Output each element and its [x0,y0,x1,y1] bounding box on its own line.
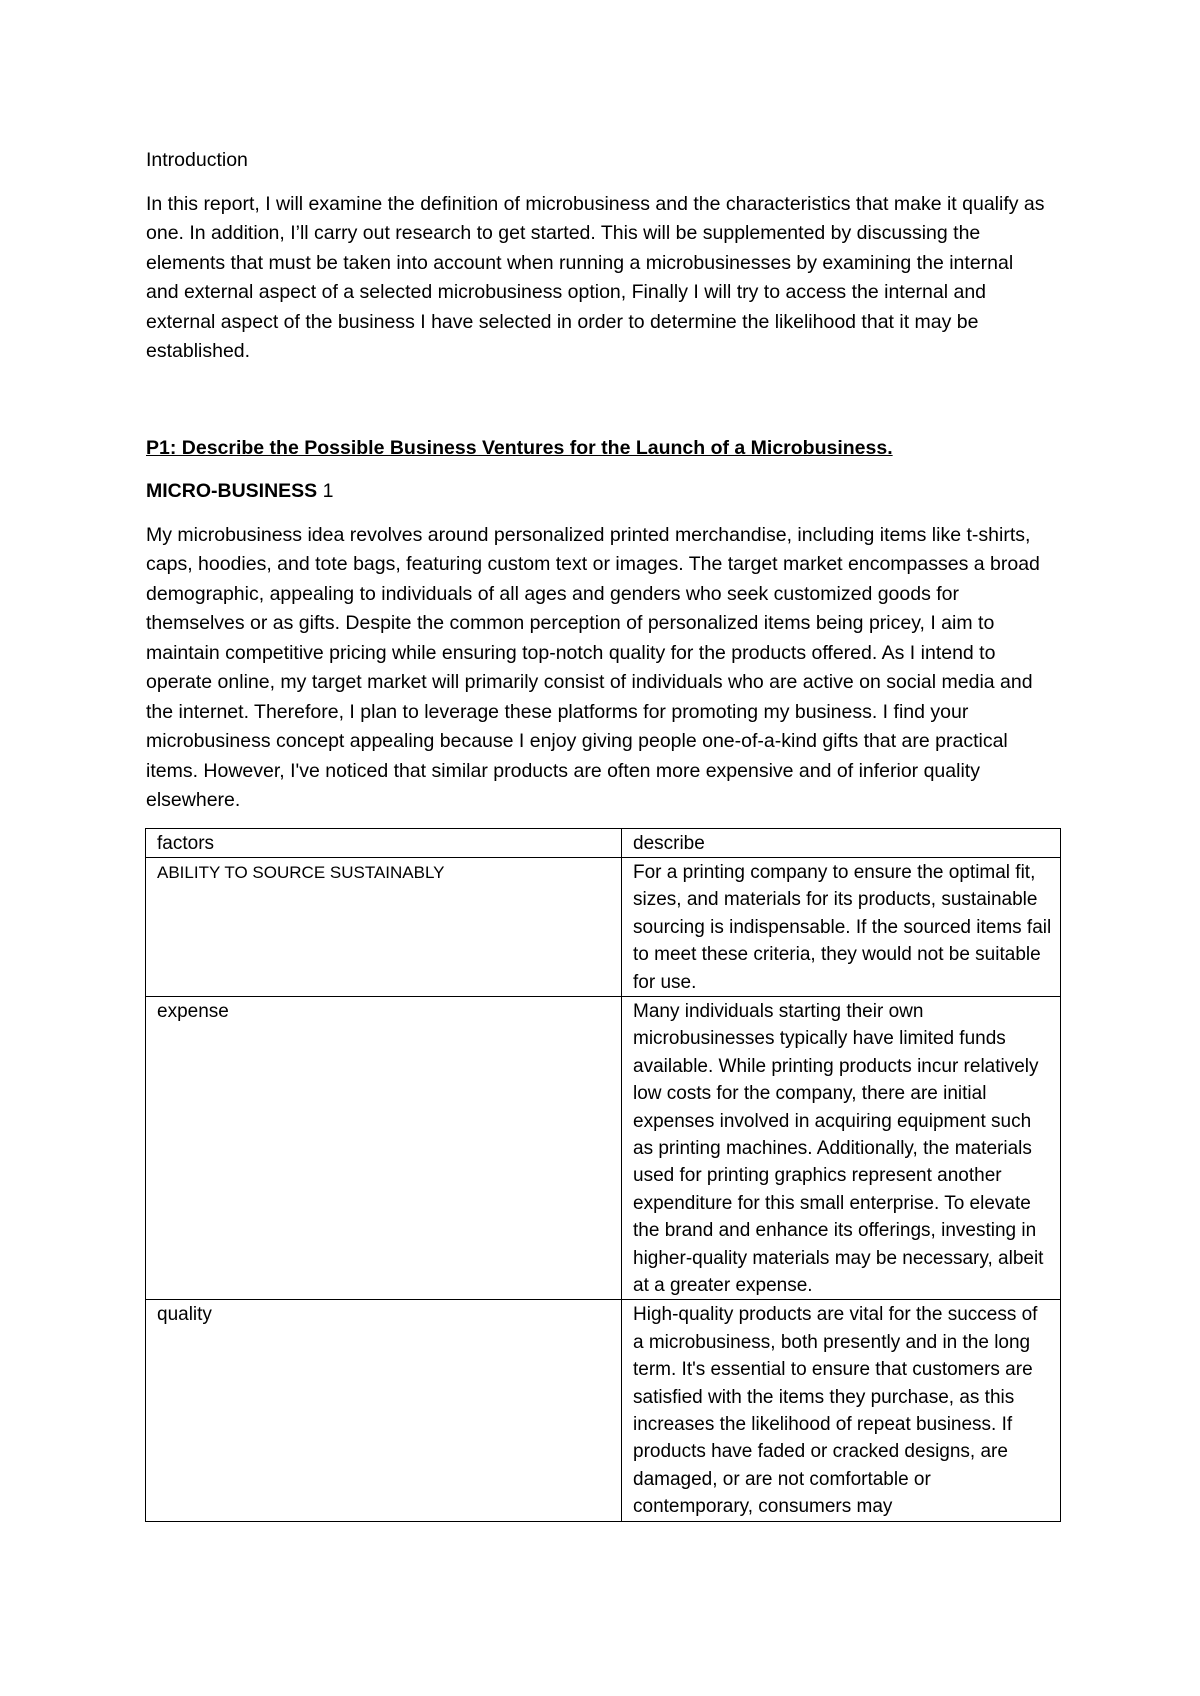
introduction-heading: Introduction [146,149,248,171]
table-header-row [146,828,1061,857]
table-cell-description: High-quality products are vital for the success of a microbusiness, both presently and in the long term. It's essential to ensure that customers are satisfied with the items they purchase, as this increases the likelihood of repeat business. If products have faded or cracked designs, are damaged, or are not comfortable or contemporary, consumers may [622,1300,1061,1521]
table-cell-factor: expense [146,996,622,1299]
table-cell-factor: quality [146,1300,622,1521]
table-cell-description: For a printing company to ensure the optimal fit, sizes, and materials for its products, sustainable sourcing is indispensable. If the sourced items fail to meet these criteria, they would not be suitable for use. [622,857,1061,996]
table-row [146,996,1061,1299]
table-row [146,857,1061,996]
table-cell-description: Many individuals starting their own microbusinesses typically have limited funds available. While printing products incur relatively low costs for the company, there are initial expenses involved in acquiring equipment such as printing machines. Additionally, the materials used for printing graphics represent another expenditure for this small enterprise. To elevate the brand and enhance its offerings, investing in higher-quality materials may be necessary, albeit at a greater expense. [622,996,1061,1299]
table-header-describe: describe [622,828,1061,857]
section-heading-p1: P1: Describe the Possible Business Ventures for the Launch of a Microbusiness. [146,436,893,459]
table-row [146,1300,1061,1521]
micro-business-heading-label: MICRO-BUSINESS [146,480,318,502]
document-page [146,146,1066,1522]
micro-business-heading-number: 1 [322,480,334,502]
table-header-factors: factors [146,828,622,857]
factors-table [145,828,1061,1522]
introduction-body: In this report, I will examine the definition of microbusiness and the characteristics that make it qualify as one. In addition, I’ll carry out research to get started. This will be supplemented by discussing the elements that must be taken into account when running a microbusinesses by examining the internal and external aspect of a selected microbusiness option, Finally I will try to access the internal and external aspect of the business I have selected in order to determine the likelihood that it may be established. [146,192,1045,362]
micro-business-description: My microbusiness idea revolves around personalized printed merchandise, including items like t-shirts, caps, hoodies, and tote bags, featuring custom text or images. The target market encompasses a broad demographic, appealing to individuals of all ages and genders who seek customized goods for themselves or as gifts. Despite the common perception of personalized items being pricey, I aim to maintain competitive pricing while ensuring top-notch quality for the products offered. As I intend to operate online, my target market will primarily consist of individuals who are active on social media and the internet. Therefore, I plan to leverage these platforms for promoting my business. I find your microbusiness concept appealing because I enjoy giving people one-of-a-kind gifts that are practical items. However, I've noticed that similar products are often more expensive and of inferior quality elsewhere. [146,523,1040,811]
micro-business-heading [146,477,1066,507]
table-cell-factor: ABILITY TO SOURCE SUSTAINABLY [146,857,622,996]
